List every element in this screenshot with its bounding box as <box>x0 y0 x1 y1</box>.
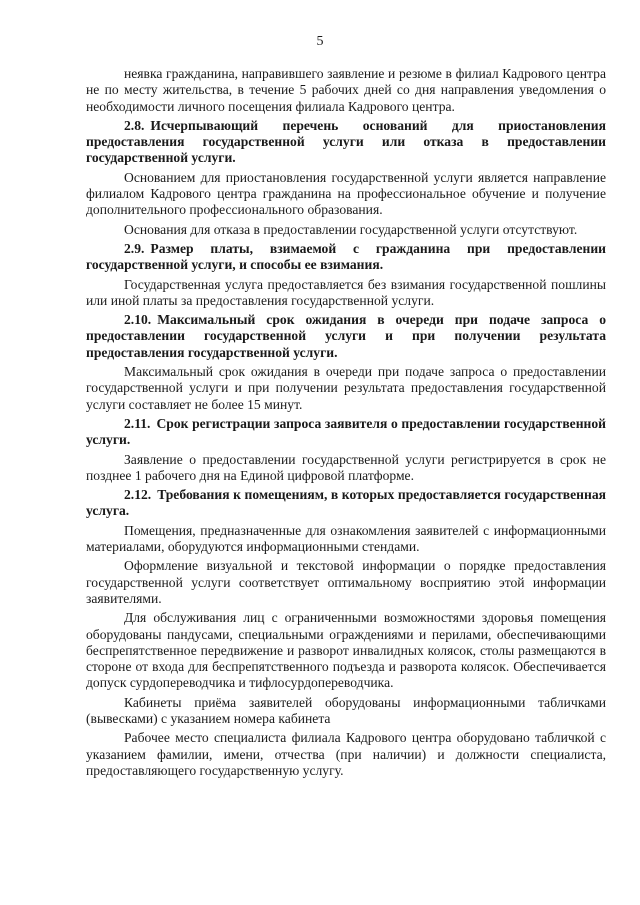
paragraph: Помещения, предназначенные для ознакомления заявителей с информационными материалами, оборудуются информационными стендами. <box>86 522 606 555</box>
section-heading <box>86 312 606 361</box>
paragraph: Оформление визуальной и текстовой информации о порядке предоставления государственной услуги соответствует оптимальному восприятию этой информации заявителями. <box>86 558 606 606</box>
paragraph: Заявление о предоставлении государственной услуги регистрируется в срок не позднее 1 рабочего дня на Единой цифровой платформе. <box>86 451 606 483</box>
section-number: 2.8. <box>124 117 145 133</box>
paragraph: Кабинеты приёма заявителей оборудованы информационными табличками (вывесками) с указанием номера кабинета <box>86 694 606 726</box>
paragraph: Основания для отказа в предоставлении государственной услуги отсутствуют. <box>124 221 578 237</box>
document-body <box>86 66 606 782</box>
section-heading-text: Размер платы, взимаемой с гражданина при предоставлении государственной услуги, и способы ее взимания. <box>86 240 606 273</box>
section-number: 2.10. <box>124 312 152 328</box>
page-number: 5 <box>316 34 324 49</box>
paragraph: Для обслуживания лиц с ограниченными возможностями здоровья помещения оборудованы пандусами, специальными ограждениями и перилами, обеспечивающими беспрепятственное передвижение и разворот инвалидных колясок, столы размещаются в стороне от входа для беспрепятственного подъезда и разворота колясок. Обеспечивается допуск сурдопереводчика и тифлосурдопереводчика. <box>86 610 606 691</box>
section-number: 2.9. <box>124 240 145 256</box>
section-heading <box>86 487 606 520</box>
paragraph: неявка гражданина, направившего заявление и резюме в филиал Кадрового центра не по месту жительства, в течение 5 рабочих дней со дня направления уведомления о необходимости личного посещения филиала Кадрового центра. <box>86 66 606 114</box>
section-number: 2.11. <box>124 415 151 431</box>
paragraph: Основанием для приостановления государственной услуги является направление филиалом Кадрового центра гражданина на профессиональное обучение и получение дополнительного профессионального образования. <box>86 169 606 218</box>
section-heading-text: Срок регистрации запроса заявителя о предоставлении государственной услуги. <box>86 415 606 448</box>
paragraph: Рабочее место специалиста филиала Кадрового центра оборудовано табличкой с указанием фамилии, имени, отчества (при наличии) и должности специалиста, предоставляющего государственную услугу. <box>86 730 606 778</box>
section-heading-text: Исчерпывающий перечень оснований для приостановления предоставления государственной услуги или отказа в предоставлении государственной услуги. <box>86 117 606 166</box>
section-heading <box>86 241 606 274</box>
section-number: 2.12. <box>124 487 152 503</box>
paragraph: Максимальный срок ожидания в очереди при подаче запроса о предоставлении государственной услуги и при получении результата предоставления государственной услуги составляет не более 15 минут. <box>86 364 606 412</box>
paragraph: Государственная услуга предоставляется без взимания государственной пошлины или иной платы за предоставления государственной услуги. <box>86 276 606 308</box>
section-heading <box>86 416 606 449</box>
section-heading <box>86 118 606 167</box>
section-heading-text: Максимальный срок ожидания в очереди при подаче запроса о предоставлении государственной услуги и при получении результата предоставления государственной услуги. <box>86 312 606 360</box>
section-heading-text: Требования к помещениям, в которых предоставляется государственная услуга. <box>86 487 606 519</box>
